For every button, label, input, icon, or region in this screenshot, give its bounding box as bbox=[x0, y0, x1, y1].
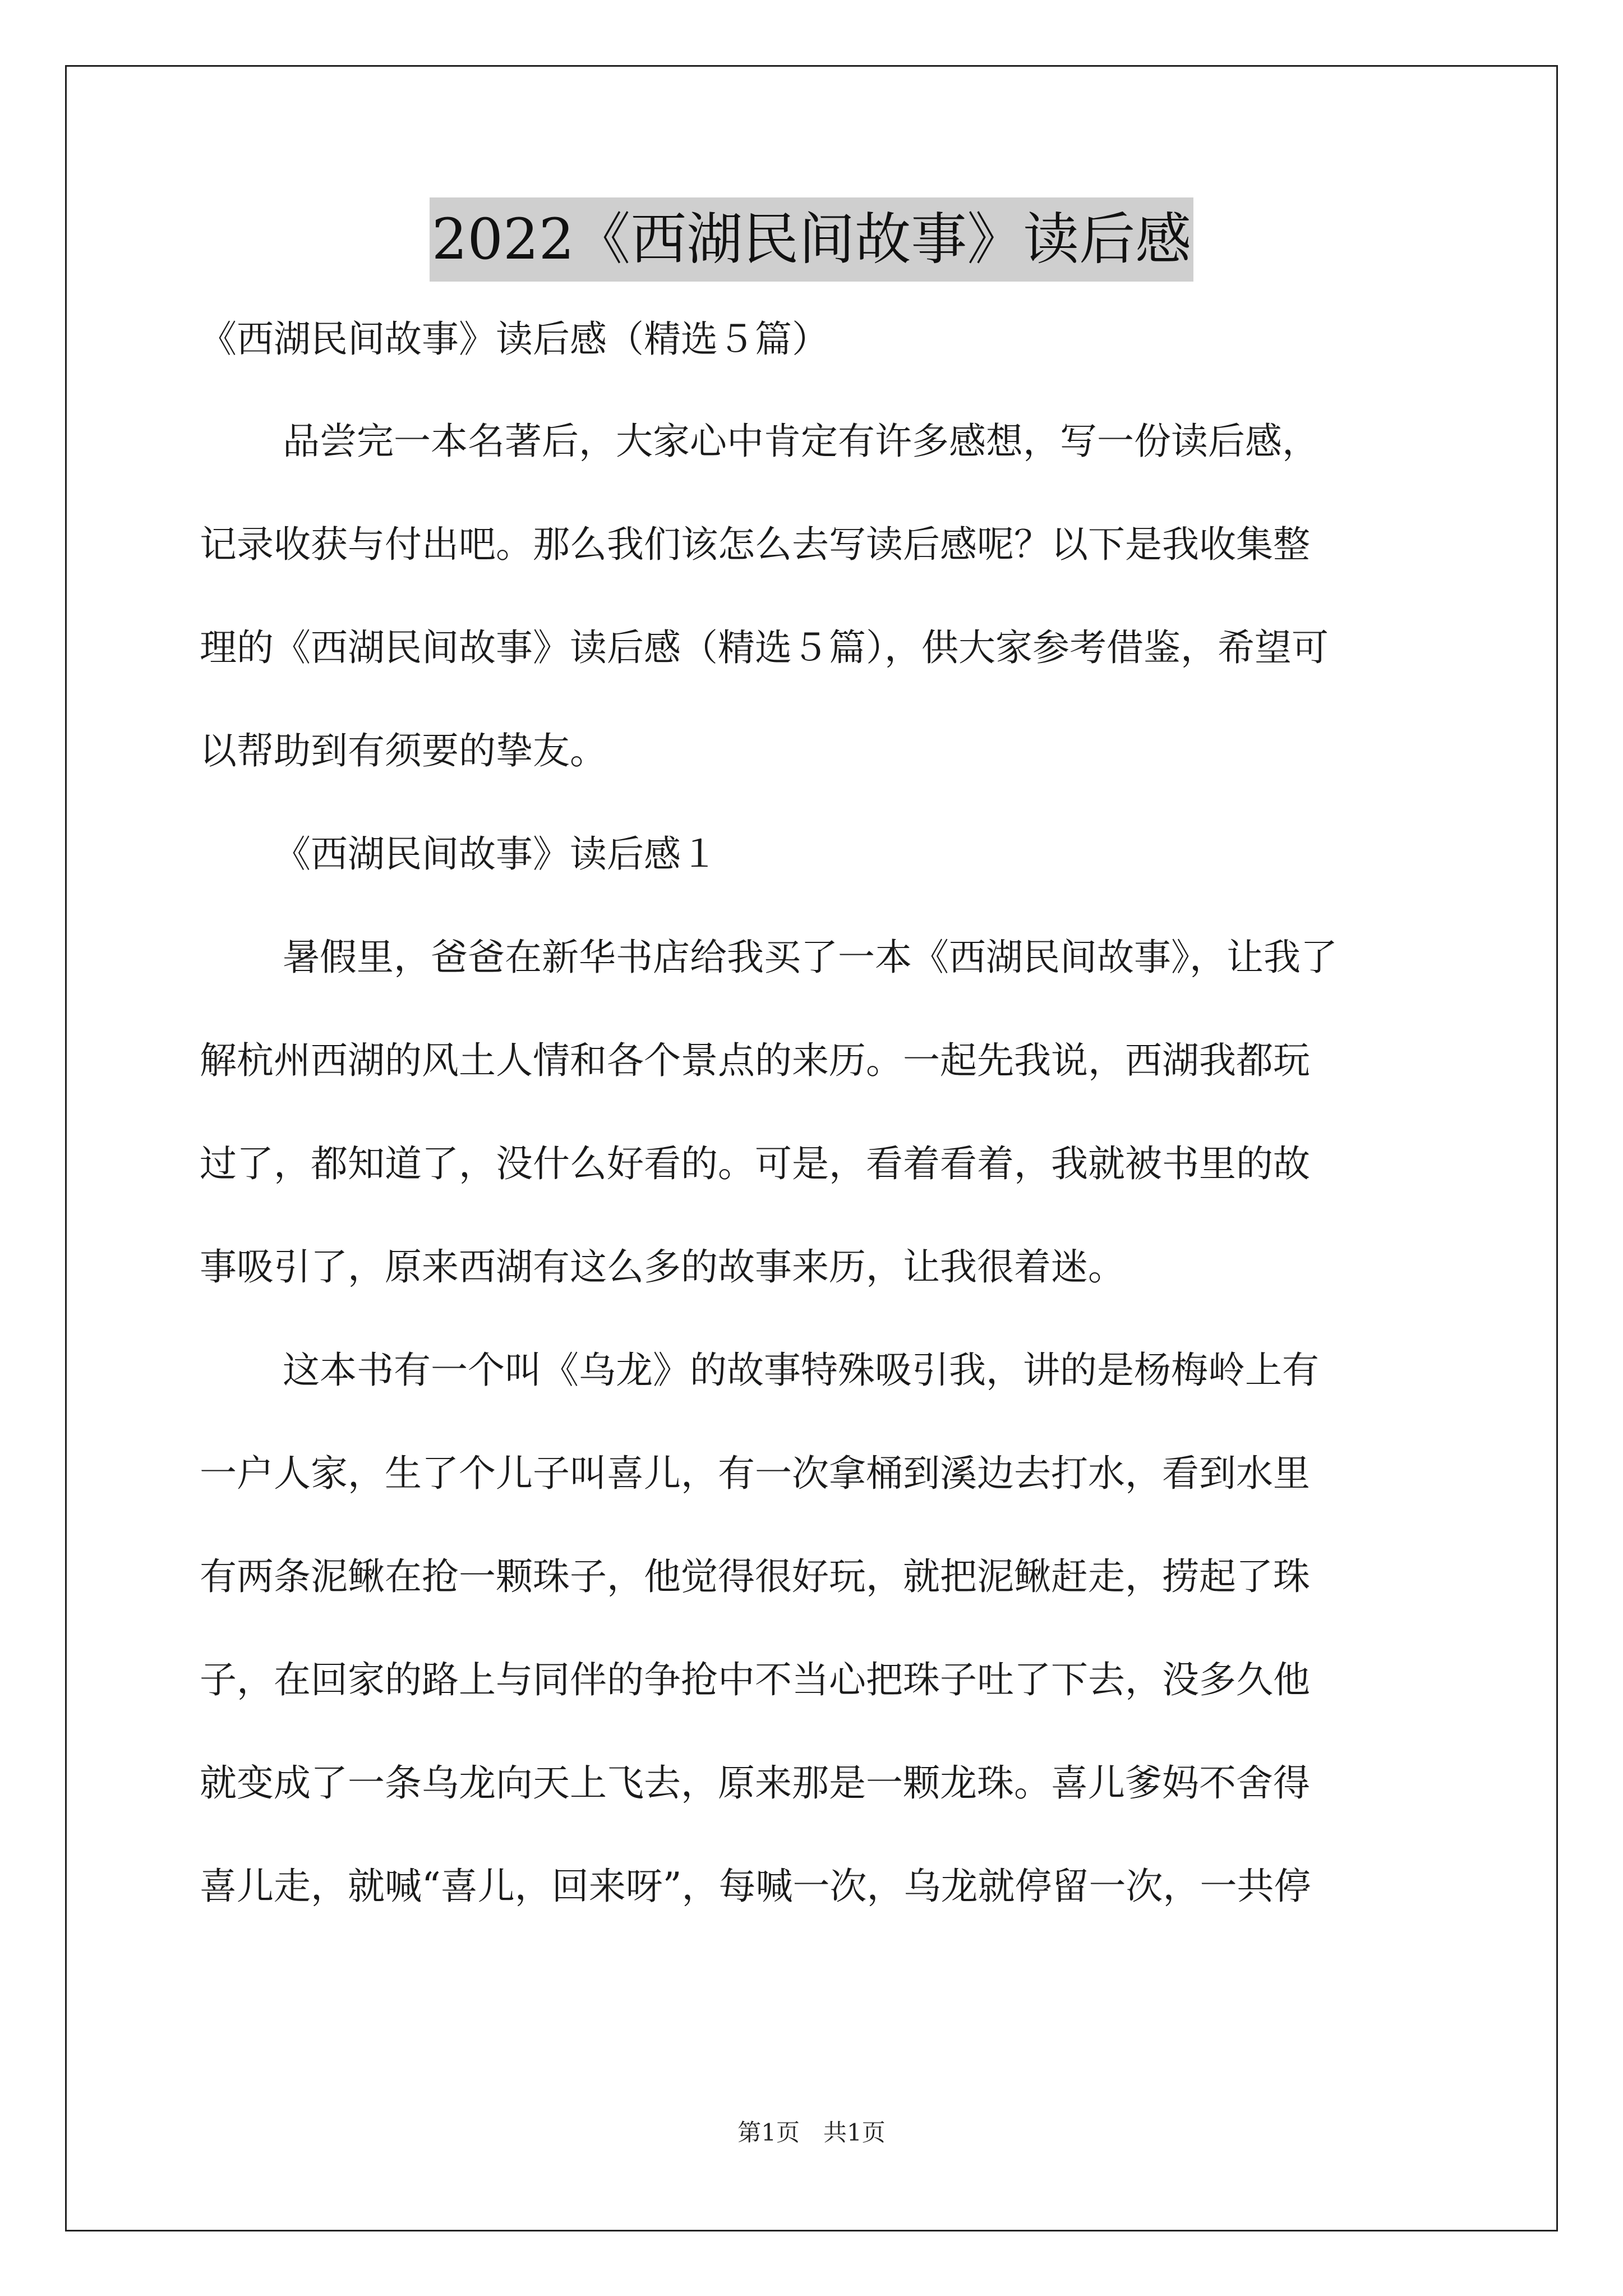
paragraph-line: 一户人家，生了个儿子叫喜儿，有一次拿桶到溪边去打水，看到水里 bbox=[200, 1452, 1310, 1495]
paragraph-line: 过了，都知道了，没什么好看的。可是，看着看着，我就被书里的故 bbox=[200, 1142, 1310, 1185]
section-heading: 《西湖民间故事》读后感１ bbox=[274, 832, 718, 876]
paragraph-line: 以帮助到有须要的挚友。 bbox=[200, 729, 607, 772]
paragraph-line: 事吸引了，原来西湖有这么多的故事来历，让我很着迷。 bbox=[200, 1245, 1125, 1289]
paragraph-line: 有两条泥鳅在抢一颗珠子，他觉得很好玩，就把泥鳅赶走，捞起了珠 bbox=[200, 1555, 1310, 1598]
page-footer bbox=[0, 2116, 1623, 2150]
paragraph-line: 喜儿走，就喊“喜儿，回来呀”，每喊一次，乌龙就停留一次，一共停 bbox=[200, 1865, 1311, 1908]
paragraph-line: 解杭州西湖的风土人情和各个景点的来历。一起先我说，西湖我都玩 bbox=[200, 1039, 1310, 1082]
paragraph-line: 品尝完一本名著后，大家心中肯定有许多感想，写一份读后感， bbox=[283, 420, 1319, 463]
paragraph-line: 记录收获与付出吧。那么我们该怎么去写读后感呢？以下是我收集整 bbox=[200, 523, 1310, 566]
paragraph-line: 子，在回家的路上与同伴的争抢中不当心把珠子吐了下去，没多久他 bbox=[200, 1658, 1310, 1701]
paragraph-line: 理的《西湖民间故事》读后感（精选５篇），供大家参考借鉴，希望可 bbox=[200, 626, 1329, 669]
document-title: 2022《西湖民间故事》读后感 bbox=[430, 197, 1194, 282]
title-container bbox=[0, 197, 1623, 282]
paragraph-line: 这本书有一个叫《乌龙》的故事特殊吸引我，讲的是杨梅岭上有 bbox=[283, 1349, 1319, 1392]
document-subtitle: 《西湖民间故事》读后感（精选５篇） bbox=[200, 318, 829, 361]
paragraph-line: 暑假里，爸爸在新华书店给我买了一本《西湖民间故事》，让我了 bbox=[283, 936, 1338, 979]
page-number-label: 第1页 共1页 bbox=[737, 2119, 886, 2146]
paragraph-line: 就变成了一条乌龙向天上飞去，原来那是一颗龙珠。喜儿爹妈不舍得 bbox=[200, 1761, 1310, 1805]
